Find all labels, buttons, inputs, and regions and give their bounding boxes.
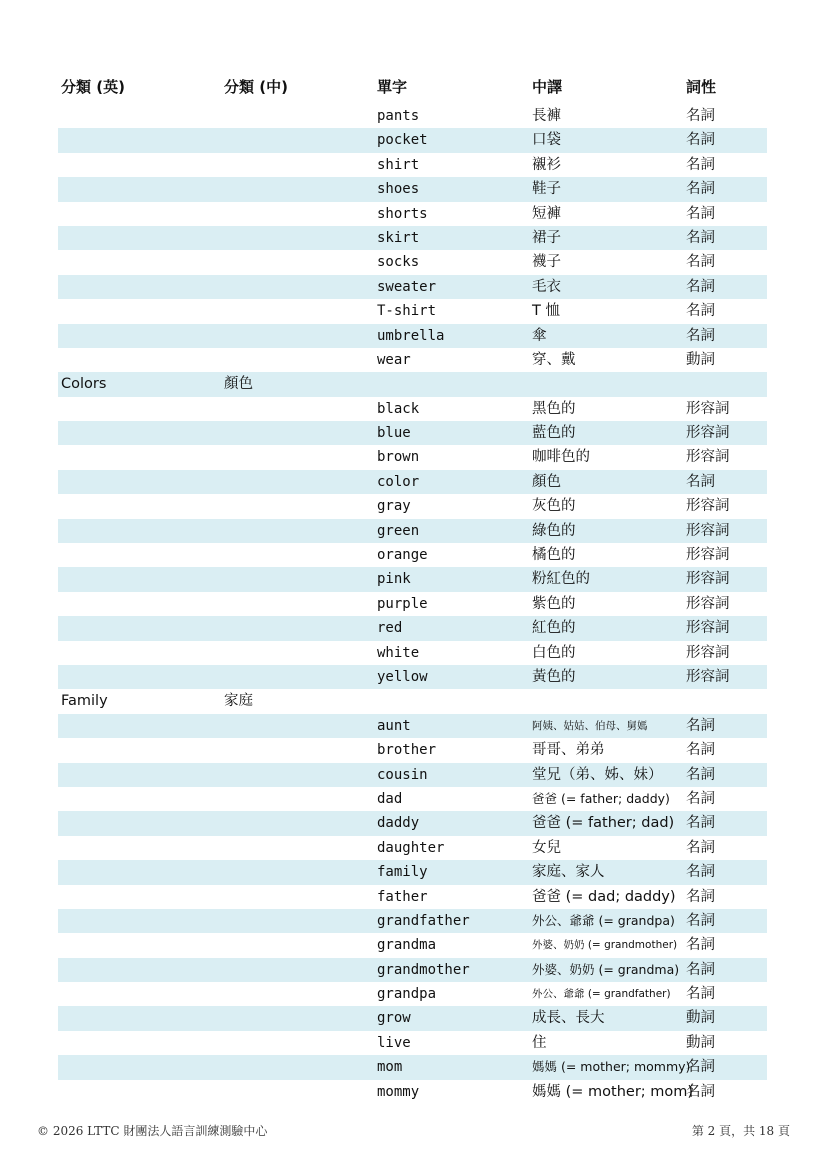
word-cell: shirt	[377, 156, 420, 173]
translation-cell: 爸爸 (= father; dad)	[532, 815, 675, 832]
table-row	[58, 1031, 767, 1055]
translation-cell: 媽媽 (= mother; mom)	[532, 1083, 694, 1100]
table-row	[58, 567, 767, 591]
table-row	[58, 811, 767, 835]
part-of-speech-cell: 名詞	[686, 1083, 715, 1100]
category-zh-cell: 家庭	[224, 693, 253, 710]
translation-cell: 爸爸 (= father; daddy)	[532, 790, 670, 806]
translation-cell: 長褲	[532, 108, 561, 124]
table-row	[58, 885, 767, 909]
table-row	[58, 397, 767, 421]
word-cell: family	[377, 864, 428, 881]
part-of-speech-cell: 形容詞	[686, 498, 730, 515]
translation-cell: 口袋	[532, 132, 561, 149]
table-row	[58, 665, 767, 689]
word-cell: daughter	[377, 839, 445, 856]
table-row	[58, 738, 767, 762]
category-en-cell: Family	[61, 693, 108, 710]
word-cell: grandfather	[377, 912, 470, 929]
word-cell: mommy	[377, 1083, 420, 1100]
word-cell: grandmother	[377, 961, 470, 978]
table-row	[58, 128, 767, 152]
part-of-speech-cell: 名詞	[686, 1059, 715, 1076]
table-row	[58, 958, 767, 982]
part-of-speech-cell: 名詞	[686, 742, 715, 759]
part-of-speech-cell: 名詞	[686, 937, 715, 954]
table-header	[58, 72, 767, 100]
table-row	[58, 421, 767, 445]
part-of-speech-cell: 形容詞	[686, 620, 730, 637]
word-cell: pink	[377, 571, 411, 588]
word-cell: blue	[377, 425, 411, 442]
translation-cell: 成長、長大	[532, 1010, 605, 1027]
word-cell: pants	[377, 108, 420, 124]
translation-cell: 綠色的	[532, 522, 576, 539]
word-cell: shorts	[377, 205, 428, 222]
part-of-speech-cell: 動詞	[686, 351, 715, 368]
table-row	[58, 543, 767, 567]
word-cell: daddy	[377, 815, 420, 832]
part-of-speech-cell: 名詞	[686, 181, 715, 198]
translation-cell: 住	[532, 1034, 547, 1051]
word-cell: aunt	[377, 717, 411, 734]
footer-page-number: 第 2 頁，共 18 頁	[691, 1124, 790, 1138]
table-row	[58, 1055, 767, 1079]
translation-cell: 毛衣	[532, 278, 561, 295]
table-row	[58, 153, 767, 177]
table-row	[58, 787, 767, 811]
word-cell: grandpa	[377, 986, 437, 1003]
word-cell: shoes	[377, 181, 420, 198]
table-row	[58, 324, 767, 348]
translation-cell: 黃色的	[532, 668, 576, 685]
translation-cell: 鞋子	[532, 181, 561, 198]
table-row	[58, 933, 767, 957]
word-cell: white	[377, 644, 420, 661]
translation-cell: 灰色的	[532, 498, 576, 515]
part-of-speech-cell: 名詞	[686, 473, 715, 490]
word-cell: umbrella	[377, 327, 445, 344]
translation-cell: T 恤	[532, 303, 560, 320]
part-of-speech-cell: 名詞	[686, 766, 715, 783]
translation-cell: 襪子	[532, 254, 561, 271]
table-row	[58, 860, 767, 884]
word-cell: purple	[377, 595, 428, 612]
translation-cell: 襯衫	[532, 156, 561, 173]
part-of-speech-cell: 名詞	[686, 327, 715, 344]
part-of-speech-cell: 形容詞	[686, 644, 730, 661]
word-cell: orange	[377, 547, 428, 564]
word-cell: red	[377, 620, 403, 637]
part-of-speech-cell: 名詞	[686, 108, 715, 124]
word-cell: green	[377, 522, 420, 539]
part-of-speech-cell: 名詞	[686, 254, 715, 271]
word-cell: wear	[377, 351, 411, 368]
table-row	[58, 592, 767, 616]
part-of-speech-cell: 形容詞	[686, 571, 730, 588]
table-row	[58, 177, 767, 201]
part-of-speech-cell: 形容詞	[686, 400, 730, 417]
translation-cell: 媽媽 (= mother; mommy)	[532, 1059, 691, 1075]
category-zh-cell: 顏色	[224, 376, 253, 393]
part-of-speech-cell: 名詞	[686, 303, 715, 320]
word-cell: brother	[377, 742, 437, 759]
table-row	[58, 909, 767, 933]
translation-cell: 傘	[532, 327, 547, 344]
translation-cell: 外婆、奶奶 (= grandma)	[532, 961, 680, 977]
table-row	[58, 1080, 767, 1104]
word-cell: cousin	[377, 766, 428, 783]
word-cell: T-shirt	[377, 303, 437, 320]
table-row	[58, 372, 767, 396]
word-cell: live	[377, 1034, 411, 1051]
table-row	[58, 348, 767, 372]
table-row	[58, 275, 767, 299]
word-cell: father	[377, 888, 428, 905]
translation-cell: 外公、爺爺 (= grandfather)	[532, 988, 671, 1001]
table-row	[58, 836, 767, 860]
part-of-speech-cell: 名詞	[686, 815, 715, 832]
part-of-speech-cell: 名詞	[686, 205, 715, 222]
table-row	[58, 616, 767, 640]
part-of-speech-cell: 名詞	[686, 839, 715, 856]
translation-cell: 哥哥、弟弟	[532, 742, 605, 759]
table-row	[58, 226, 767, 250]
translation-cell: 粉紅色的	[532, 571, 590, 588]
word-cell: pocket	[377, 132, 428, 149]
translation-cell: 咖啡色的	[532, 449, 590, 466]
translation-cell: 阿姨、姑姑、伯母、舅媽	[532, 719, 648, 732]
translation-cell: 外公、爺爺 (= grandpa)	[532, 912, 675, 928]
header-category-zh: 分類 (中)	[224, 78, 288, 96]
translation-cell: 女兒	[532, 839, 561, 856]
translation-cell: 外婆、奶奶 (= grandmother)	[532, 939, 678, 952]
word-cell: grow	[377, 1010, 411, 1027]
table-row	[58, 982, 767, 1006]
translation-cell: 短褲	[532, 205, 561, 222]
part-of-speech-cell: 形容詞	[686, 425, 730, 442]
header-category-en: 分類 (英)	[61, 78, 125, 96]
table-row	[58, 494, 767, 518]
translation-cell: 紫色的	[532, 595, 576, 612]
part-of-speech-cell: 形容詞	[686, 547, 730, 564]
part-of-speech-cell: 動詞	[686, 1010, 715, 1027]
header-word: 單字	[377, 78, 408, 96]
translation-cell: 堂兄（弟、姊、妹）	[532, 766, 663, 783]
word-cell: brown	[377, 449, 420, 466]
table-row	[58, 641, 767, 665]
translation-cell: 藍色的	[532, 425, 576, 442]
translation-cell: 黑色的	[532, 400, 576, 417]
part-of-speech-cell: 名詞	[686, 278, 715, 295]
vocabulary-table	[58, 104, 767, 1104]
table-row	[58, 519, 767, 543]
part-of-speech-cell: 名詞	[686, 888, 715, 905]
word-cell: color	[377, 473, 420, 490]
footer-copyright: © 2026 LTTC 財團法人語言訓練測驗中心	[37, 1124, 268, 1138]
part-of-speech-cell: 形容詞	[686, 595, 730, 612]
table-row	[58, 202, 767, 226]
header-translation: 中譯	[532, 78, 563, 96]
word-cell: dad	[377, 790, 403, 807]
part-of-speech-cell: 名詞	[686, 790, 715, 807]
translation-cell: 白色的	[532, 644, 576, 661]
word-cell: black	[377, 400, 420, 417]
table-row	[58, 250, 767, 274]
translation-cell: 顏色	[532, 473, 561, 490]
table-row	[58, 445, 767, 469]
part-of-speech-cell: 名詞	[686, 132, 715, 149]
word-cell: mom	[377, 1059, 403, 1076]
translation-cell: 橘色的	[532, 547, 576, 564]
category-en-cell: Colors	[61, 376, 107, 393]
table-row	[58, 689, 767, 713]
table-row	[58, 299, 767, 323]
word-cell: yellow	[377, 668, 428, 685]
part-of-speech-cell: 形容詞	[686, 522, 730, 539]
part-of-speech-cell: 名詞	[686, 717, 715, 734]
table-row	[58, 714, 767, 738]
part-of-speech-cell: 動詞	[686, 1034, 715, 1051]
word-cell: grandma	[377, 937, 437, 954]
word-cell: socks	[377, 254, 420, 271]
table-row	[58, 763, 767, 787]
part-of-speech-cell: 形容詞	[686, 668, 730, 685]
word-cell: gray	[377, 498, 411, 515]
word-cell: sweater	[377, 278, 437, 295]
translation-cell: 穿、戴	[532, 351, 576, 368]
part-of-speech-cell: 名詞	[686, 961, 715, 978]
table-row	[58, 1006, 767, 1030]
translation-cell: 裙子	[532, 229, 561, 246]
translation-cell: 爸爸 (= dad; daddy)	[532, 888, 676, 905]
part-of-speech-cell: 名詞	[686, 229, 715, 246]
header-part-of-speech: 詞性	[686, 78, 717, 96]
translation-cell: 家庭、家人	[532, 864, 605, 881]
part-of-speech-cell: 名詞	[686, 156, 715, 173]
part-of-speech-cell: 名詞	[686, 864, 715, 881]
part-of-speech-cell: 形容詞	[686, 449, 730, 466]
word-cell: skirt	[377, 229, 420, 246]
part-of-speech-cell: 名詞	[686, 912, 715, 929]
table-row	[58, 104, 767, 128]
part-of-speech-cell: 名詞	[686, 986, 715, 1003]
translation-cell: 紅色的	[532, 620, 576, 637]
table-row	[58, 470, 767, 494]
